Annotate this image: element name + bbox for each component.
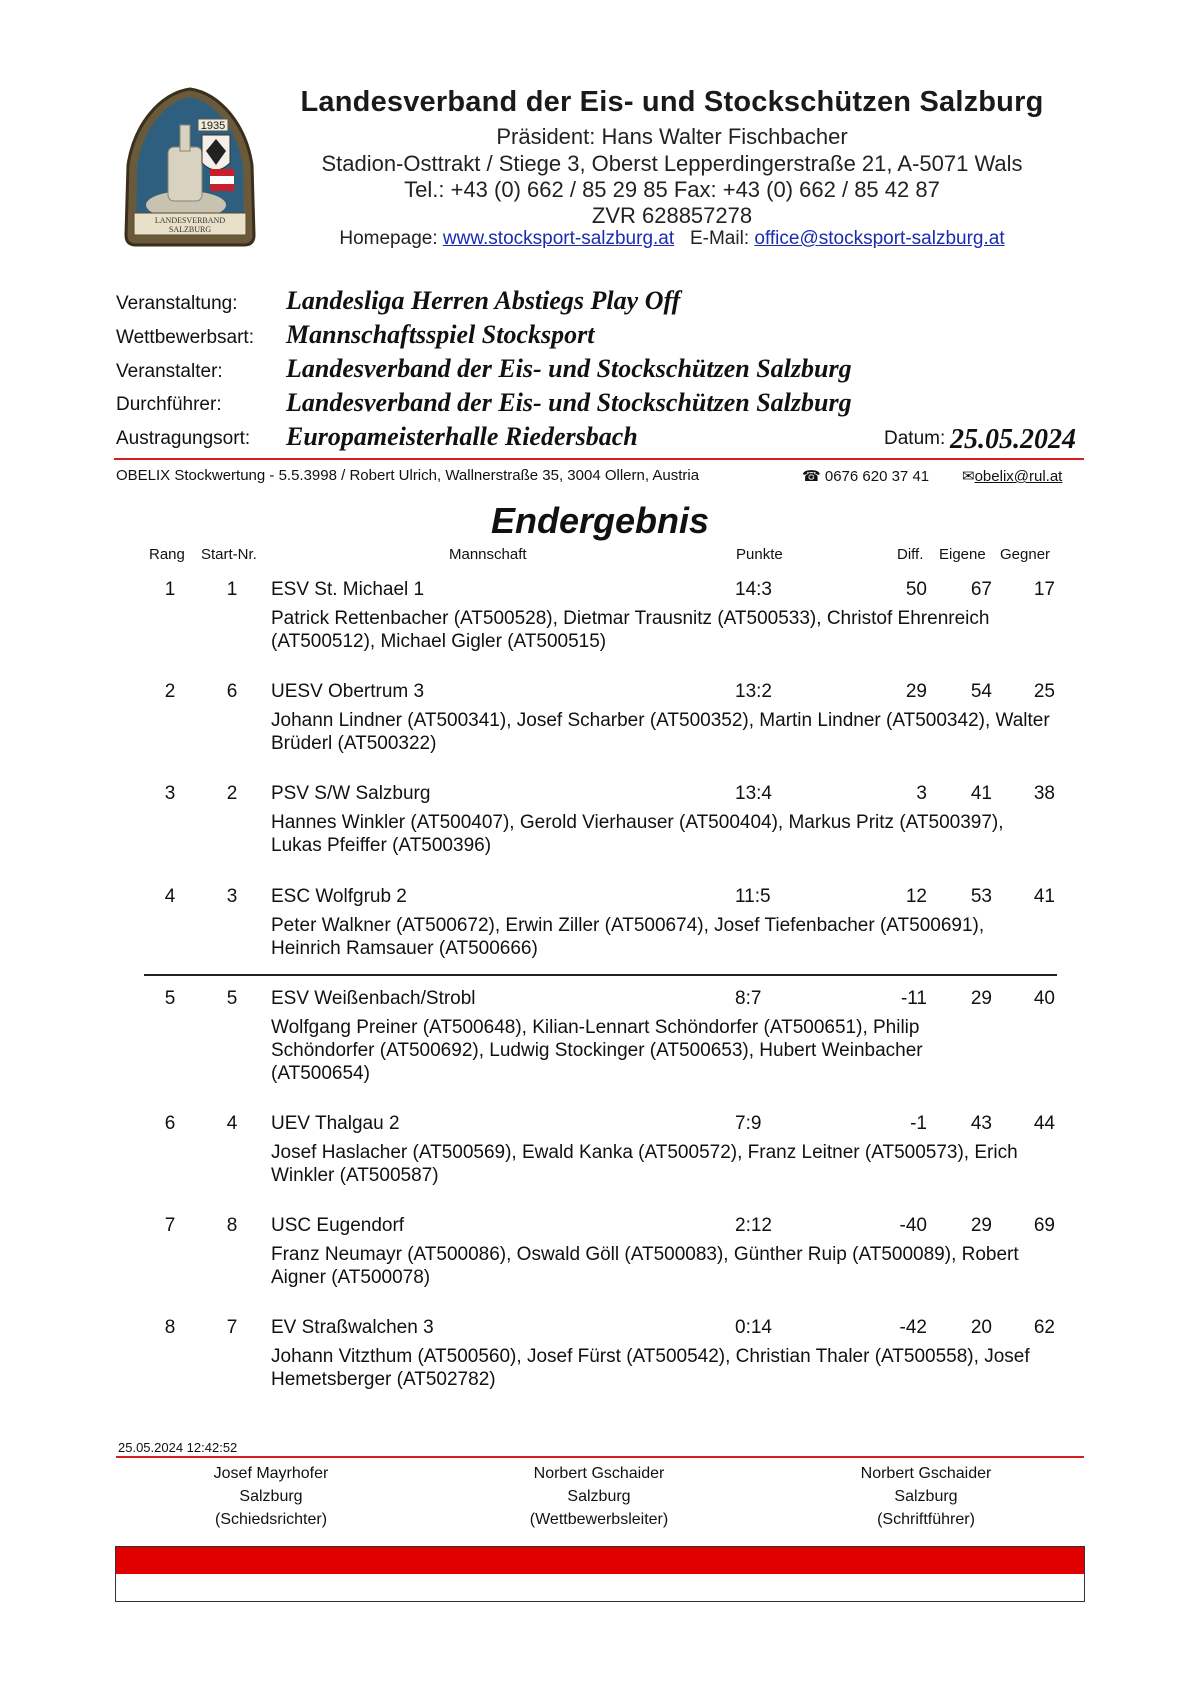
points-cell: 7:9 — [735, 1113, 762, 1134]
signature-wettbewerbsleiter — [449, 1462, 749, 1531]
col-header-team: Mannschaft — [449, 546, 527, 563]
org-title: Landesverband der Eis- und Stockschützen Salzburg — [300, 86, 1044, 118]
own-cell: 29 — [970, 988, 992, 1009]
signature-name: Norbert Gschaider — [533, 1465, 665, 1482]
homepage-link[interactable]: www.stocksport-salzburg.at — [442, 228, 675, 249]
rank-cell: 3 — [164, 783, 176, 804]
team-players: Wolfgang Preiner (AT500648), Kilian-Lennart Schöndorfer (AT500651), Philip Schöndorfer (AT500692), Ludwig Stockinger (AT500653), Hubert Weinbacher (AT500654) — [271, 1017, 923, 1084]
own-cell: 67 — [970, 579, 992, 600]
software-info: OBELIX Stockwertung - 5.5.3998 / Robert Ulrich, Wallnerstraße 35, 3004 Ollern, Austria — [116, 467, 700, 484]
diff-cell: -11 — [900, 988, 927, 1009]
signature-place: Salzburg — [567, 1488, 631, 1505]
association-logo — [120, 85, 260, 255]
own-cell: 53 — [970, 886, 992, 907]
own-cell: 54 — [970, 681, 992, 702]
opponent-cell: 38 — [1033, 783, 1055, 804]
opponent-cell: 25 — [1033, 681, 1055, 702]
software-phone-number: 0676 620 37 41 — [824, 468, 930, 485]
software-email-link[interactable]: obelix@rul.at — [974, 468, 1063, 485]
start-cell: 4 — [226, 1113, 238, 1134]
points-cell: 13:2 — [735, 681, 772, 702]
start-cell: 1 — [226, 579, 238, 600]
header-divider — [114, 458, 1084, 460]
page-title: Endergebnis — [490, 500, 710, 541]
homepage-label: Homepage: — [339, 228, 438, 249]
contact-line — [262, 228, 1082, 250]
flag-banner-red — [116, 1547, 1084, 1574]
opponent-cell: 41 — [1033, 886, 1055, 907]
points-cell: 0:14 — [735, 1317, 772, 1338]
team-name: UESV Obertrum 3 — [271, 681, 425, 702]
col-header-start: Start-Nr. — [201, 546, 257, 563]
svg-text:SALZBURG: SALZBURG — [168, 225, 212, 234]
phone-icon: ☎ — [802, 468, 821, 485]
signature-place: Salzburg — [894, 1488, 958, 1505]
signature-role: (Schriftführer) — [877, 1511, 975, 1528]
team-players: Johann Lindner (AT500341), Josef Scharber (AT500352), Martin Lindner (AT500342), Walter Brüderl (AT500322) — [271, 710, 1050, 754]
veranstaltung-label: Veranstaltung: — [116, 293, 238, 314]
footer-divider — [116, 1456, 1084, 1458]
wettbewerbsart-label: Wettbewerbsart: — [116, 327, 254, 348]
veranstalter-label: Veranstalter: — [116, 361, 223, 382]
wettbewerbsart-value: Mannschaftsspiel Stocksport — [286, 320, 595, 349]
zvr: ZVR 628857278 — [591, 203, 753, 228]
own-cell: 29 — [970, 1215, 992, 1236]
address: Stadion-Osttrakt / Stiege 3, Oberst Lepperdingerstraße 21, A-5071 Wals — [321, 151, 1023, 176]
envelope-icon: ✉ — [962, 468, 975, 485]
col-header-punkte: Punkte — [736, 546, 783, 563]
team-players: Patrick Rettenbacher (AT500528), Dietmar Trausnitz (AT500533), Christof Ehrenreich (AT500512), Michael Gigler (AT500515) — [271, 608, 990, 652]
opponent-cell: 62 — [1033, 1317, 1055, 1338]
software-email — [962, 467, 1062, 485]
team-players: Franz Neumayr (AT500086), Oswald Göll (AT500083), Günther Ruip (AT500089), Robert Aigner (AT500078) — [271, 1244, 1019, 1288]
president: Präsident: Hans Walter Fischbacher — [496, 124, 848, 149]
team-name: ESV Weißenbach/Strobl — [271, 988, 476, 1009]
points-cell: 13:4 — [735, 783, 772, 804]
signature-place: Salzburg — [239, 1488, 303, 1505]
team-players: Peter Walkner (AT500672), Erwin Ziller (AT500674), Josef Tiefenbacher (AT500691), Heinrich Ramsauer (AT500666) — [271, 915, 985, 959]
email-label: E-Mail: — [689, 228, 750, 249]
opponent-cell: 69 — [1033, 1215, 1055, 1236]
team-name: ESV St. Michael 1 — [271, 579, 425, 600]
team-name: EV Straßwalchen 3 — [271, 1317, 434, 1338]
diff-cell: 12 — [905, 886, 927, 907]
points-cell: 11:5 — [735, 886, 771, 907]
start-cell: 3 — [226, 886, 238, 907]
rank-cell: 5 — [164, 988, 176, 1009]
points-cell: 8:7 — [735, 988, 762, 1009]
durchfuehrer-value: Landesverband der Eis- und Stockschützen Salzburg — [286, 388, 852, 417]
rank-cell: 6 — [164, 1113, 176, 1134]
diff-cell: 29 — [905, 681, 927, 702]
diff-cell: -1 — [910, 1113, 927, 1134]
opponent-cell: 17 — [1033, 579, 1055, 600]
datum-label: Datum: — [884, 428, 946, 449]
start-cell: 6 — [226, 681, 238, 702]
team-players: Josef Haslacher (AT500569), Ewald Kanka (AT500572), Franz Leitner (AT500573), Erich Winkler (AT500587) — [271, 1142, 1018, 1186]
rank-cell: 8 — [164, 1317, 176, 1338]
rank-cell: 7 — [164, 1215, 176, 1236]
datum-value: 25.05.2024 — [950, 424, 1076, 455]
svg-text:LANDESVERBAND: LANDESVERBAND — [154, 216, 226, 225]
signature-schriftfuehrer — [776, 1462, 1076, 1531]
phone-fax: Tel.: +43 (0) 662 / 85 29 85 Fax: +43 (0) 662 / 85 42 87 — [404, 177, 940, 202]
own-cell: 43 — [970, 1113, 992, 1134]
svg-text:1935: 1935 — [200, 120, 226, 132]
start-cell: 8 — [226, 1215, 238, 1236]
points-cell: 14:3 — [735, 579, 772, 600]
col-header-gegner: Gegner — [1000, 546, 1051, 563]
diff-cell: -42 — [899, 1317, 927, 1338]
team-name: PSV S/W Salzburg — [271, 783, 431, 804]
email-link[interactable]: office@stocksport-salzburg.at — [754, 228, 1005, 249]
start-cell: 2 — [226, 783, 238, 804]
relegation-separator — [144, 974, 1057, 976]
print-timestamp: 25.05.2024 12:42:52 — [118, 1440, 238, 1455]
ort-label: Austragungsort: — [116, 428, 251, 449]
diff-cell: -40 — [899, 1215, 927, 1236]
rank-cell: 4 — [164, 886, 176, 907]
diff-cell: 50 — [905, 579, 927, 600]
start-cell: 7 — [226, 1317, 238, 1338]
opponent-cell: 44 — [1033, 1113, 1055, 1134]
start-cell: 5 — [226, 988, 238, 1009]
diff-cell: 3 — [916, 783, 927, 804]
own-cell: 20 — [970, 1317, 992, 1338]
team-name: USC Eugendorf — [271, 1215, 405, 1236]
col-header-rang: Rang — [149, 546, 185, 563]
team-players: Hannes Winkler (AT500407), Gerold Vierhauser (AT500404), Markus Pritz (AT500397), Lukas Pfeiffer (AT500396) — [271, 812, 1004, 856]
rank-cell: 2 — [164, 681, 176, 702]
points-cell: 2:12 — [735, 1215, 772, 1236]
signature-name: Norbert Gschaider — [860, 1465, 992, 1482]
rank-cell: 1 — [164, 579, 176, 600]
software-phone — [802, 467, 929, 485]
col-header-eigene: Eigene — [939, 546, 986, 563]
ort-value: Europameisterhalle Riedersbach — [286, 422, 638, 451]
signature-role: (Wettbewerbsleiter) — [529, 1511, 669, 1528]
own-cell: 41 — [970, 783, 992, 804]
signature-schiedsrichter — [121, 1462, 421, 1531]
durchfuehrer-label: Durchführer: — [116, 394, 222, 415]
col-header-diff: Diff. — [897, 546, 924, 563]
veranstalter-value: Landesverband der Eis- und Stockschützen Salzburg — [286, 354, 852, 383]
veranstaltung-value: Landesliga Herren Abstiegs Play Off — [286, 286, 681, 315]
opponent-cell: 40 — [1033, 988, 1055, 1009]
team-name: ESC Wolfgrub 2 — [271, 886, 407, 907]
signature-role: (Schiedsrichter) — [214, 1511, 328, 1528]
team-name: UEV Thalgau 2 — [271, 1113, 400, 1134]
team-players: Johann Vitzthum (AT500560), Josef Fürst (AT500542), Christian Thaler (AT500558), Josef Hemetsberger (AT502782) — [271, 1346, 1030, 1390]
signature-name: Josef Mayrhofer — [213, 1465, 329, 1482]
